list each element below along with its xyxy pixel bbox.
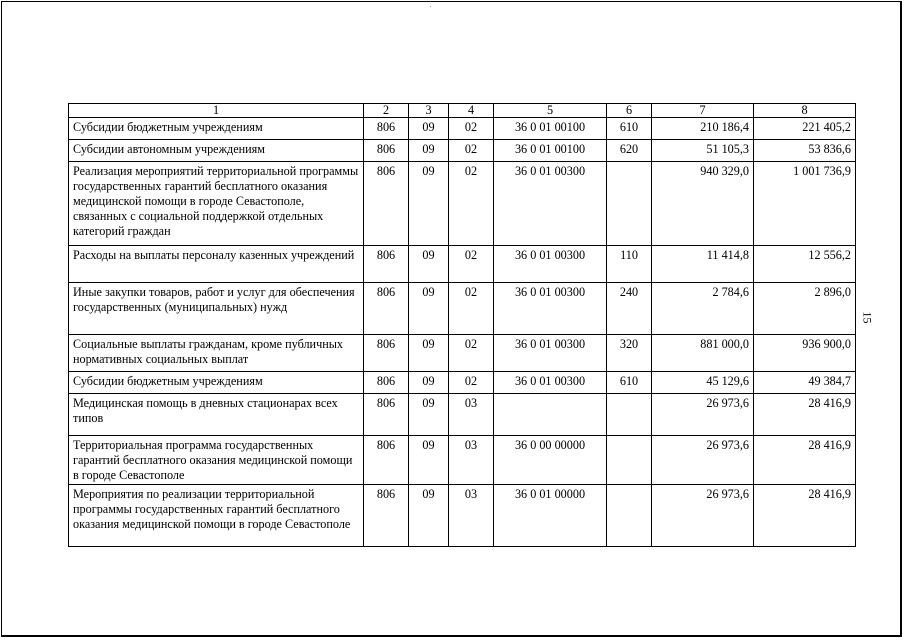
header-col-1: 1 (69, 104, 364, 118)
amount-year2-cell: 28 416,9 (754, 436, 856, 485)
row-name-cell: Расходы на выплаты персоналу казенных учреждений (69, 246, 364, 283)
amount-year2-cell: 12 556,2 (754, 246, 856, 283)
target-article-cell: 36 0 01 00000 (494, 485, 607, 547)
amount-year1-cell: 940 329,0 (652, 162, 754, 246)
header-col-6: 6 (607, 104, 652, 118)
expense-type-cell (607, 485, 652, 547)
ministry-code-cell: 806 (364, 118, 409, 140)
budget-table (68, 103, 856, 547)
expense-type-cell: 610 (607, 372, 652, 394)
ministry-code-cell: 806 (364, 436, 409, 485)
section-code-cell: 09 (409, 485, 449, 547)
section-code-cell: 09 (409, 246, 449, 283)
row-name-cell: Иные закупки товаров, работ и услуг для обеспечения государственных (муниципальных) нужд (69, 283, 364, 335)
section-code-cell: 09 (409, 335, 449, 372)
row-name-cell: Субсидии бюджетным учреждениям (69, 372, 364, 394)
expense-type-cell: 620 (607, 140, 652, 162)
target-article-cell: 36 0 01 00300 (494, 335, 607, 372)
ministry-code-cell: 806 (364, 140, 409, 162)
expense-type-cell: 240 (607, 283, 652, 335)
amount-year1-cell: 210 186,4 (652, 118, 754, 140)
amount-year1-cell: 26 973,6 (652, 436, 754, 485)
table-row (69, 118, 856, 140)
subsection-code-cell: 02 (449, 246, 494, 283)
section-code-cell: 09 (409, 162, 449, 246)
ministry-code-cell: 806 (364, 485, 409, 547)
expense-type-cell: 320 (607, 335, 652, 372)
target-article-cell (494, 394, 607, 436)
scan-speck (430, 6, 431, 7)
target-article-cell: 36 0 01 00300 (494, 283, 607, 335)
section-code-cell: 09 (409, 436, 449, 485)
header-col-5: 5 (494, 104, 607, 118)
table-row (69, 372, 856, 394)
table-row (69, 283, 856, 335)
amount-year1-cell: 26 973,6 (652, 485, 754, 547)
amount-year2-cell: 28 416,9 (754, 485, 856, 547)
subsection-code-cell: 03 (449, 394, 494, 436)
expense-type-cell (607, 162, 652, 246)
header-col-4: 4 (449, 104, 494, 118)
amount-year2-cell: 936 900,0 (754, 335, 856, 372)
subsection-code-cell: 03 (449, 436, 494, 485)
section-code-cell: 09 (409, 372, 449, 394)
table-row (69, 162, 856, 246)
table-row (69, 485, 856, 547)
row-name-cell: Социальные выплаты гражданам, кроме публичных нормативных социальных выплат (69, 335, 364, 372)
subsection-code-cell: 03 (449, 485, 494, 547)
amount-year2-cell: 1 001 736,9 (754, 162, 856, 246)
section-code-cell: 09 (409, 140, 449, 162)
expense-type-cell: 610 (607, 118, 652, 140)
amount-year1-cell: 51 105,3 (652, 140, 754, 162)
target-article-cell: 36 0 01 00100 (494, 118, 607, 140)
target-article-cell: 36 0 01 00300 (494, 162, 607, 246)
row-name-cell: Медицинская помощь в дневных стационарах всех типов (69, 394, 364, 436)
expense-type-cell (607, 436, 652, 485)
table-row (69, 436, 856, 485)
ministry-code-cell: 806 (364, 283, 409, 335)
amount-year1-cell: 45 129,6 (652, 372, 754, 394)
ministry-code-cell: 806 (364, 372, 409, 394)
expense-type-cell (607, 394, 652, 436)
amount-year1-cell: 11 414,8 (652, 246, 754, 283)
ministry-code-cell: 806 (364, 335, 409, 372)
subsection-code-cell: 02 (449, 140, 494, 162)
header-col-3: 3 (409, 104, 449, 118)
table-row (69, 335, 856, 372)
row-name-cell: Субсидии автономным учреждениям (69, 140, 364, 162)
ministry-code-cell: 806 (364, 394, 409, 436)
subsection-code-cell: 02 (449, 283, 494, 335)
header-row (69, 104, 856, 118)
target-article-cell: 36 0 01 00100 (494, 140, 607, 162)
target-article-cell: 36 0 01 00300 (494, 372, 607, 394)
target-article-cell: 36 0 00 00000 (494, 436, 607, 485)
amount-year2-cell: 221 405,2 (754, 118, 856, 140)
amount-year1-cell: 26 973,6 (652, 394, 754, 436)
row-name-cell: Территориальная программа государственных гарантий бесплатного оказания медицинской помощи в городе Севастополе (69, 436, 364, 485)
header-col-8: 8 (754, 104, 856, 118)
header-col-7: 7 (652, 104, 754, 118)
target-article-cell: 36 0 01 00300 (494, 246, 607, 283)
subsection-code-cell: 02 (449, 372, 494, 394)
amount-year1-cell: 881 000,0 (652, 335, 754, 372)
row-name-cell: Субсидии бюджетным учреждениям (69, 118, 364, 140)
ministry-code-cell: 806 (364, 162, 409, 246)
table-row (69, 246, 856, 283)
subsection-code-cell: 02 (449, 162, 494, 246)
amount-year1-cell: 2 784,6 (652, 283, 754, 335)
table-row (69, 140, 856, 162)
expense-type-cell: 110 (607, 246, 652, 283)
section-code-cell: 09 (409, 394, 449, 436)
section-code-cell: 09 (409, 283, 449, 335)
page-number: 15 (860, 311, 875, 324)
subsection-code-cell: 02 (449, 118, 494, 140)
table-row (69, 394, 856, 436)
subsection-code-cell: 02 (449, 335, 494, 372)
amount-year2-cell: 53 836,6 (754, 140, 856, 162)
ministry-code-cell: 806 (364, 246, 409, 283)
row-name-cell: Реализация мероприятий территориальной программы государственных гарантий бесплатного оказания медицинской помощи в городе Севастополе, связанных с социальной поддержкой отдельных категорий граждан (69, 162, 364, 246)
amount-year2-cell: 28 416,9 (754, 394, 856, 436)
row-name-cell: Мероприятия по реализации территориальной программы государственных гарантий бесплатного оказания медицинской помощи в городе Севастополе (69, 485, 364, 547)
amount-year2-cell: 2 896,0 (754, 283, 856, 335)
section-code-cell: 09 (409, 118, 449, 140)
amount-year2-cell: 49 384,7 (754, 372, 856, 394)
header-col-2: 2 (364, 104, 409, 118)
